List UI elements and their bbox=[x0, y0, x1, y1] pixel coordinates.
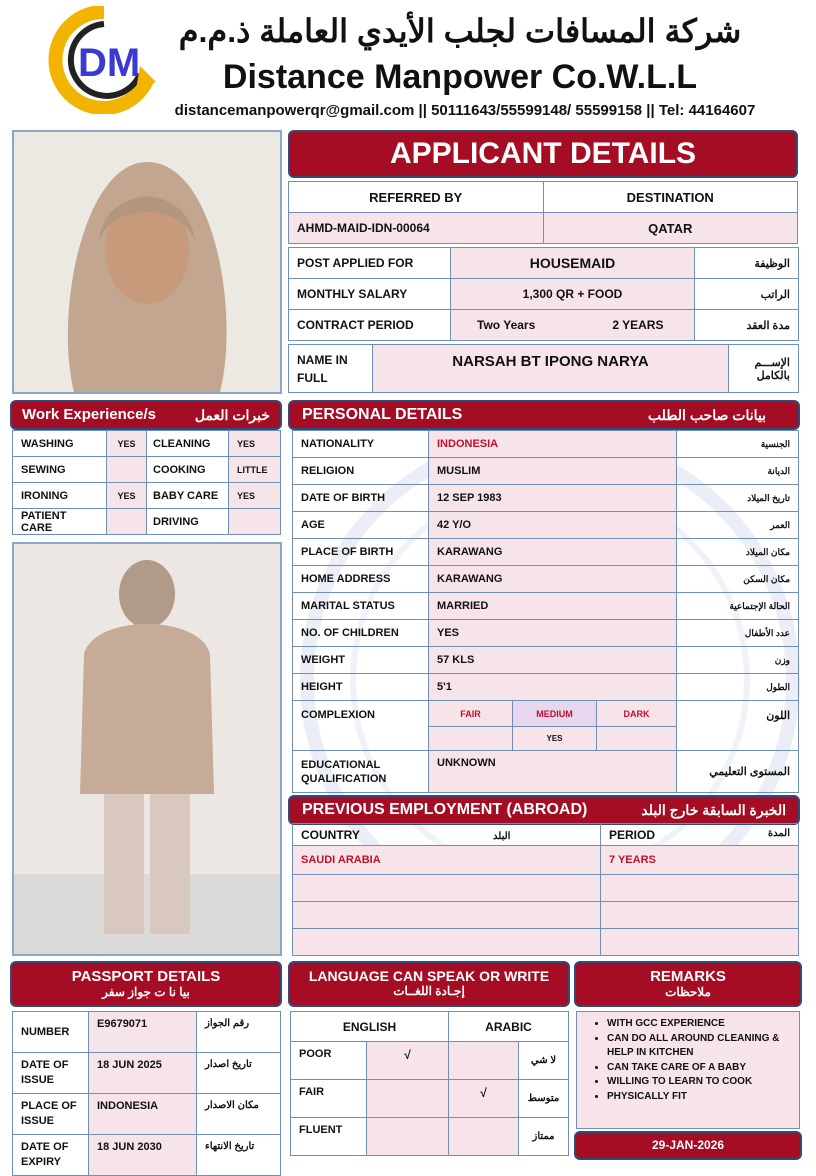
period-label: PERIOD bbox=[609, 827, 656, 842]
passport-row bbox=[13, 1094, 281, 1135]
company-logo bbox=[48, 6, 160, 114]
complexion-arabic: اللون bbox=[677, 701, 799, 751]
passport-field-value: 18 JUN 2030 bbox=[89, 1135, 197, 1176]
language-header bbox=[288, 961, 570, 1007]
destination-value: QATAR bbox=[543, 213, 798, 244]
remarks-box bbox=[576, 1011, 800, 1129]
period-arabic: المدة bbox=[767, 827, 790, 839]
language-level-arabic: متوسط bbox=[519, 1080, 569, 1118]
education-value: UNKNOWN bbox=[429, 751, 677, 793]
name-arabic-line1: الإســـم bbox=[754, 356, 790, 369]
applicant-portrait-photo bbox=[12, 130, 282, 394]
personal-row bbox=[293, 458, 799, 485]
language-level-arabic: لا شي bbox=[519, 1042, 569, 1080]
personal-field-value: KARAWANG bbox=[429, 566, 677, 593]
personal-field-label: AGE bbox=[293, 512, 429, 539]
work-skill-value bbox=[229, 509, 281, 535]
work-skill-label: IRONING bbox=[13, 483, 107, 509]
country-arabic: البلد bbox=[493, 830, 511, 842]
passport-label-line: PLACE OF bbox=[21, 1100, 77, 1112]
work-experience-title: Work Experience/s bbox=[22, 406, 156, 423]
passport-field-value: E9679071 bbox=[89, 1012, 197, 1053]
referred-by-value: AHMD-MAID-IDN-00064 bbox=[289, 213, 544, 244]
previous-employment-title: PREVIOUS EMPLOYMENT (ABROAD) bbox=[302, 801, 588, 818]
personal-field-arabic: الحالة الإجتماعية bbox=[677, 593, 799, 620]
work-skill-label: WASHING bbox=[13, 431, 107, 457]
complexion-medium-mark: YES bbox=[513, 727, 597, 751]
arabic-level-mark: √ bbox=[449, 1080, 519, 1118]
destination-label: DESTINATION bbox=[543, 182, 798, 213]
personal-row bbox=[293, 539, 799, 566]
work-row bbox=[13, 431, 281, 457]
personal-field-arabic: عدد الأطفال bbox=[677, 620, 799, 647]
work-skill-label: CLEANING bbox=[147, 431, 229, 457]
work-skill-value: YES bbox=[107, 431, 147, 457]
education-label bbox=[293, 751, 429, 793]
salary-arabic: الراتب bbox=[695, 279, 799, 310]
passport-label-line: EXPIRY bbox=[21, 1156, 61, 1168]
logo-letters: DM bbox=[78, 41, 141, 85]
name-label bbox=[289, 345, 373, 393]
education-label-line1: EDUCATIONAL bbox=[301, 758, 381, 771]
education-arabic: المستوى التعليمي bbox=[677, 751, 799, 793]
previous-period-value: 7 YEARS bbox=[601, 846, 799, 875]
english-level-mark: √ bbox=[367, 1042, 449, 1080]
personal-row bbox=[293, 431, 799, 458]
passport-row bbox=[13, 1135, 281, 1176]
full-name-value: NARSAH BT IPONG NARYA bbox=[373, 345, 729, 393]
work-skill-value bbox=[107, 509, 147, 535]
passport-field-label bbox=[13, 1135, 89, 1176]
language-title: LANGUAGE CAN SPEAK OR WRITE bbox=[308, 968, 550, 984]
language-row bbox=[291, 1118, 569, 1156]
document-date: 29-JAN-2026 bbox=[574, 1131, 802, 1160]
passport-title-arabic: بيا نا ت جواز سفر bbox=[102, 985, 190, 999]
arabic-level-mark bbox=[449, 1118, 519, 1156]
company-contact: distancemanpowerqr@gmail.com || 50111643/55599148/ 55599158 || Tel: 44164607 bbox=[174, 102, 756, 119]
work-skill-value: YES bbox=[229, 431, 281, 457]
personal-field-value: 42 Y/O bbox=[429, 512, 677, 539]
personal-field-arabic: تاريخ الميلاد bbox=[677, 485, 799, 512]
personal-field-arabic: وزن bbox=[677, 647, 799, 674]
remark-item: • CAN DO ALL AROUND CLEANING & HELP IN KITCHEN bbox=[607, 1032, 793, 1061]
personal-row bbox=[293, 512, 799, 539]
work-skill-label: BABY CARE bbox=[147, 483, 229, 509]
personal-field-value: KARAWANG bbox=[429, 539, 677, 566]
passport-label-line: DATE OF bbox=[21, 1059, 69, 1071]
remarks-title: REMARKS bbox=[650, 968, 726, 985]
language-row bbox=[291, 1080, 569, 1118]
personal-details-table bbox=[292, 430, 799, 793]
personal-field-label: DATE OF BIRTH bbox=[293, 485, 429, 512]
arabic-level-mark bbox=[449, 1042, 519, 1080]
name-arabic-line2: بالكامل bbox=[756, 369, 790, 382]
arabic-header: ARABIC bbox=[449, 1012, 569, 1042]
previous-empty-cell bbox=[601, 875, 799, 902]
work-experience-table bbox=[12, 430, 281, 535]
personal-field-label: NATIONALITY bbox=[293, 431, 429, 458]
remarks-title-arabic: ملاحظات bbox=[665, 985, 711, 999]
personal-field-label: HOME ADDRESS bbox=[293, 566, 429, 593]
work-skill-value bbox=[107, 457, 147, 483]
personal-field-arabic: مكان الميلاد bbox=[677, 539, 799, 566]
personal-row bbox=[293, 647, 799, 674]
personal-field-label: WEIGHT bbox=[293, 647, 429, 674]
personal-details-title: PERSONAL DETAILS bbox=[302, 406, 463, 423]
work-skill-value: YES bbox=[229, 483, 281, 509]
language-title-arabic: إجـادة اللغــات bbox=[393, 984, 465, 998]
personal-field-label: PLACE OF BIRTH bbox=[293, 539, 429, 566]
period-header bbox=[601, 824, 799, 846]
complexion-fair: FAIR bbox=[429, 701, 513, 727]
remark-item: • CAN TAKE CARE OF A BABY bbox=[607, 1061, 793, 1076]
name-label-line2: FULL bbox=[297, 370, 328, 385]
previous-empty-cell bbox=[293, 875, 601, 902]
language-row bbox=[291, 1042, 569, 1080]
name-label-line1: NAME IN bbox=[297, 352, 348, 367]
personal-field-value: INDONESIA bbox=[429, 431, 677, 458]
post-value: HOUSEMAID bbox=[451, 248, 695, 279]
personal-field-value: YES bbox=[429, 620, 677, 647]
language-level-label: POOR bbox=[291, 1042, 367, 1080]
passport-row bbox=[13, 1012, 281, 1053]
previous-employment-table bbox=[292, 823, 799, 956]
passport-field-arabic: رقم الجواز bbox=[197, 1012, 281, 1053]
personal-row bbox=[293, 566, 799, 593]
applicant-full-body-photo bbox=[12, 542, 282, 956]
passport-details-header bbox=[10, 961, 282, 1007]
complexion-dark: DARK bbox=[597, 701, 677, 727]
complexion-medium: MEDIUM bbox=[513, 701, 597, 727]
passport-label-line: ISSUE bbox=[21, 1074, 55, 1086]
remarks-list bbox=[589, 1017, 793, 1104]
personal-details-title-arabic: بيانات صاحب الطلب bbox=[647, 407, 766, 423]
personal-field-label: MARITAL STATUS bbox=[293, 593, 429, 620]
previous-country-value: SAUDI ARABIA bbox=[293, 846, 601, 875]
complexion-dark-mark bbox=[597, 727, 677, 751]
contract-words: Two Years bbox=[477, 318, 536, 332]
company-name-english: Distance Manpower Co.W.L.L bbox=[222, 58, 698, 96]
work-row bbox=[13, 457, 281, 483]
work-skill-label: SEWING bbox=[13, 457, 107, 483]
language-table bbox=[290, 1011, 569, 1156]
previous-empty-cell bbox=[601, 902, 799, 929]
contract-years: 2 YEARS bbox=[612, 318, 664, 332]
language-level-label: FLUENT bbox=[291, 1118, 367, 1156]
previous-empty-cell bbox=[601, 929, 799, 956]
personal-field-arabic: الديانة bbox=[677, 458, 799, 485]
passport-field-arabic: مكان الاصدار bbox=[197, 1094, 281, 1135]
remarks-header bbox=[574, 961, 802, 1007]
referral-table bbox=[288, 181, 798, 244]
personal-row bbox=[293, 674, 799, 701]
passport-label-line: DATE OF bbox=[21, 1141, 69, 1153]
work-skill-label: COOKING bbox=[147, 457, 229, 483]
personal-field-label: NO. OF CHILDREN bbox=[293, 620, 429, 647]
previous-empty-cell bbox=[293, 902, 601, 929]
personal-field-value: MARRIED bbox=[429, 593, 677, 620]
language-level-label: FAIR bbox=[291, 1080, 367, 1118]
remark-item: • WITH GCC EXPERIENCE bbox=[607, 1017, 793, 1032]
personal-field-label: HEIGHT bbox=[293, 674, 429, 701]
company-name-arabic: شركة المسافات لجلب الأيدي العاملة ذ.م.م bbox=[178, 13, 742, 49]
job-table bbox=[288, 247, 799, 341]
work-skill-value: YES bbox=[107, 483, 147, 509]
name-arabic bbox=[729, 345, 799, 393]
post-label: POST APPLIED FOR bbox=[289, 248, 451, 279]
personal-row bbox=[293, 620, 799, 647]
previous-empty-cell bbox=[293, 929, 601, 956]
personal-field-label: RELIGION bbox=[293, 458, 429, 485]
work-experience-title-arabic: خبرات العمل bbox=[194, 407, 270, 423]
work-skill-value: LITTLE bbox=[229, 457, 281, 483]
english-level-mark bbox=[367, 1080, 449, 1118]
education-label-line2: QUALIFICATION bbox=[301, 772, 387, 785]
personal-field-value: 57 KLS bbox=[429, 647, 677, 674]
passport-title: PASSPORT DETAILS bbox=[71, 968, 221, 985]
applicant-details-title: APPLICANT DETAILS bbox=[288, 130, 798, 178]
name-table bbox=[288, 344, 799, 393]
personal-field-arabic: الطول bbox=[677, 674, 799, 701]
passport-label-line: NUMBER bbox=[21, 1025, 70, 1038]
english-header: ENGLISH bbox=[291, 1012, 449, 1042]
work-row bbox=[13, 483, 281, 509]
work-row bbox=[13, 509, 281, 535]
passport-row bbox=[13, 1053, 281, 1094]
personal-row bbox=[293, 593, 799, 620]
personal-field-arabic: مكان السكن bbox=[677, 566, 799, 593]
work-skill-label: DRIVING bbox=[147, 509, 229, 535]
passport-field-label bbox=[13, 1053, 89, 1094]
personal-field-arabic: الجنسية bbox=[677, 431, 799, 458]
salary-label: MONTHLY SALARY bbox=[289, 279, 451, 310]
passport-field-value: INDONESIA bbox=[89, 1094, 197, 1135]
personal-field-value: 5'1 bbox=[429, 674, 677, 701]
remark-item: • PHYSICALLY FIT bbox=[607, 1090, 793, 1105]
contract-value bbox=[451, 310, 695, 341]
personal-field-value: 12 SEP 1983 bbox=[429, 485, 677, 512]
country-header bbox=[293, 824, 601, 846]
passport-field-value: 18 JUN 2025 bbox=[89, 1053, 197, 1094]
work-experience-header bbox=[10, 400, 282, 430]
personal-field-arabic: العمر bbox=[677, 512, 799, 539]
passport-field-label bbox=[13, 1012, 89, 1053]
passport-table bbox=[12, 1011, 281, 1176]
previous-employment-title-arabic: الخبرة السابقة خارج البلد bbox=[641, 802, 786, 818]
personal-field-value: MUSLIM bbox=[429, 458, 677, 485]
work-skill-label: PATIENT CARE bbox=[13, 509, 107, 535]
remark-item: • WILLING TO LEARN TO COOK bbox=[607, 1075, 793, 1090]
complexion-fair-mark bbox=[429, 727, 513, 751]
english-level-mark bbox=[367, 1118, 449, 1156]
passport-label-line: ISSUE bbox=[21, 1115, 55, 1127]
referred-by-label: REFERRED BY bbox=[289, 182, 544, 213]
passport-field-label bbox=[13, 1094, 89, 1135]
contract-arabic: مدة العقد bbox=[695, 310, 799, 341]
passport-field-arabic: تاريخ الانتهاء bbox=[197, 1135, 281, 1176]
country-label: COUNTRY bbox=[301, 827, 360, 842]
language-level-arabic: ممتاز bbox=[519, 1118, 569, 1156]
post-arabic: الوظيفة bbox=[695, 248, 799, 279]
contract-label: CONTRACT PERIOD bbox=[289, 310, 451, 341]
passport-field-arabic: تاريخ اصدار bbox=[197, 1053, 281, 1094]
salary-value: 1,300 QR + FOOD bbox=[451, 279, 695, 310]
personal-row bbox=[293, 485, 799, 512]
complexion-label: COMPLEXION bbox=[293, 701, 429, 751]
personal-details-header bbox=[288, 400, 800, 430]
previous-employment-header bbox=[288, 795, 800, 825]
